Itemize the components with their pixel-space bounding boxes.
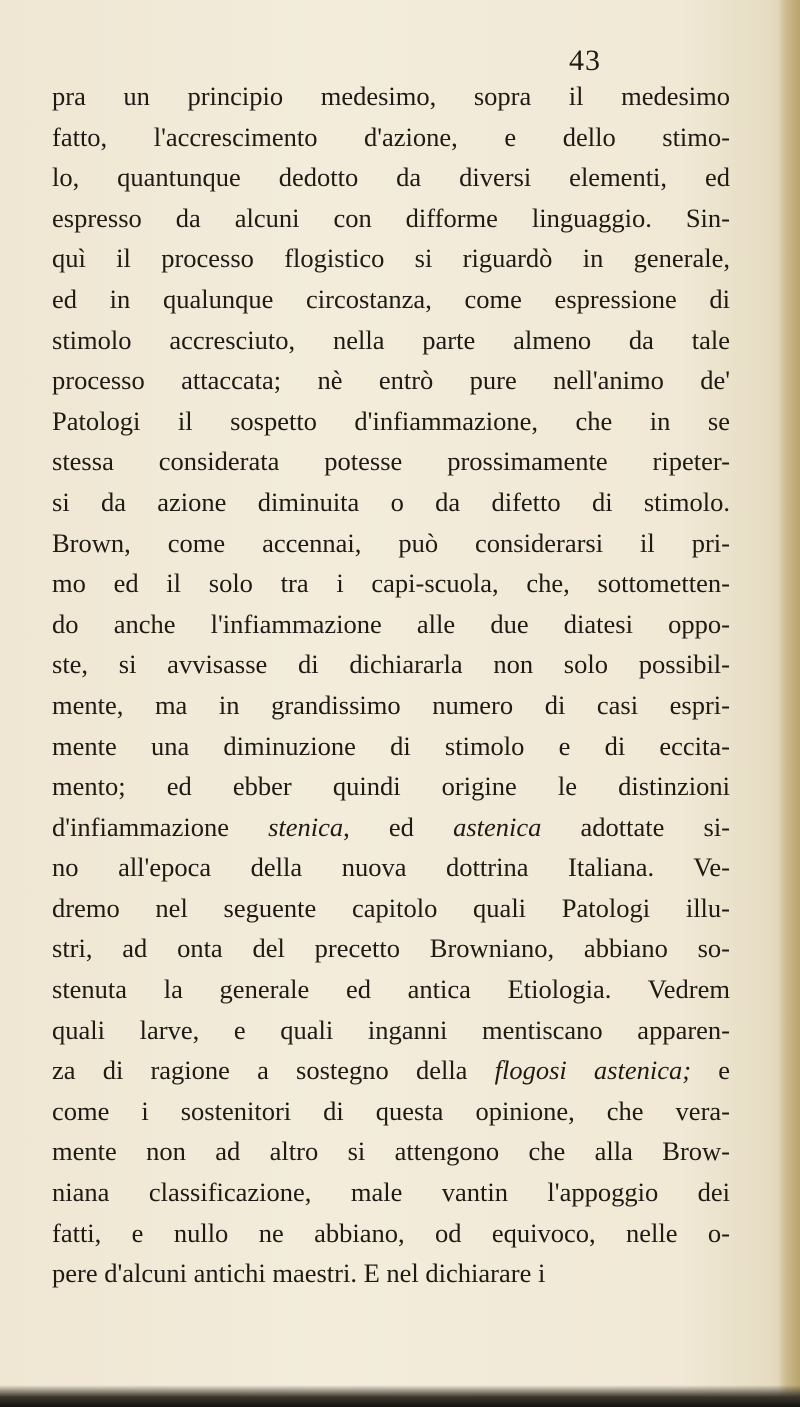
- text-line: stri, ad onta del precetto Browniano, abbiano so-: [52, 933, 730, 964]
- text-line: stimolo accresciuto, nella parte almeno da tale: [52, 324, 730, 355]
- text-line: come i sostenitori di questa opinione, che vera-: [52, 1095, 730, 1126]
- text-line: espresso da alcuni con difforme linguaggio. Sin-: [52, 202, 730, 233]
- text-line: ste, si avvisasse di dichiararla non solo possibil-: [52, 649, 730, 680]
- text-line: stenuta la generale ed antica Etiologia. Vedrem: [52, 974, 730, 1005]
- text-line-with-italics: [52, 1050, 730, 1091]
- italic-term: flogosi astenica;: [494, 1055, 692, 1086]
- text-line: ed in qualunque circostanza, come espressione di: [52, 283, 730, 314]
- text-line: mento; ed ebber quindi origine le distinzioni: [52, 771, 730, 802]
- text-line: mente una diminuzione di stimolo e di eccita-: [52, 730, 730, 761]
- text-line: mo ed il solo tra i capi-scuola, che, sottometten-: [52, 568, 730, 599]
- text-line: no all'epoca della nuova dottrina Italiana. Ve-: [52, 852, 730, 883]
- text-line: Brown, come accennai, può considerarsi il pri-: [52, 527, 730, 558]
- text-run: adottate si-: [541, 811, 731, 842]
- text-line: Patologi il sospetto d'infiammazione, che in se: [52, 405, 730, 436]
- text-line: pere d'alcuni antichi maestri. E nel dichiarare i: [52, 1258, 546, 1289]
- body-text: [52, 76, 730, 1294]
- text-line: fatto, l'accrescimento d'azione, e dello stimo-: [52, 121, 730, 152]
- italic-term: astenica: [453, 811, 542, 842]
- page-edge-shadow: [778, 0, 800, 1407]
- page-number: 43: [569, 44, 601, 77]
- text-run: za di ragione a sostegno della: [52, 1055, 495, 1086]
- text-line: quì il processo flogistico si riguardò in generale,: [52, 243, 730, 274]
- text-line: mente, ma in grandissimo numero di casi espri-: [52, 689, 730, 720]
- text-line: lo, quantunque dedotto da diversi elementi, ed: [52, 162, 730, 193]
- page-bottom-shadow: [0, 1385, 800, 1407]
- text-line: pra un principio medesimo, sopra il medesimo: [52, 81, 730, 111]
- text-line: fatti, e nullo ne abbiano, od equivoco, nelle o-: [52, 1217, 730, 1248]
- italic-term: stenica: [268, 811, 344, 842]
- text-line: processo attaccata; nè entrò pure nell'animo de': [52, 365, 730, 396]
- text-line: quali larve, e quali inganni mentiscano apparen-: [52, 1014, 730, 1045]
- text-run: d'infiammazione: [52, 811, 269, 842]
- text-line: stessa considerata potesse prossimamente ripeter-: [52, 446, 730, 477]
- text-line: mente non ad altro si attengono che alla Brow-: [52, 1136, 730, 1167]
- text-run: e: [691, 1055, 730, 1086]
- text-line: dremo nel seguente capitolo quali Patologi illu-: [52, 892, 730, 923]
- text-run: , ed: [343, 811, 454, 842]
- text-line: do anche l'infiammazione alle due diatesi oppo-: [52, 608, 730, 639]
- text-line-with-italics: [52, 807, 730, 848]
- text-line: si da azione diminuita o da difetto di stimolo.: [52, 486, 730, 517]
- text-line: niana classificazione, male vantin l'appoggio dei: [52, 1177, 730, 1208]
